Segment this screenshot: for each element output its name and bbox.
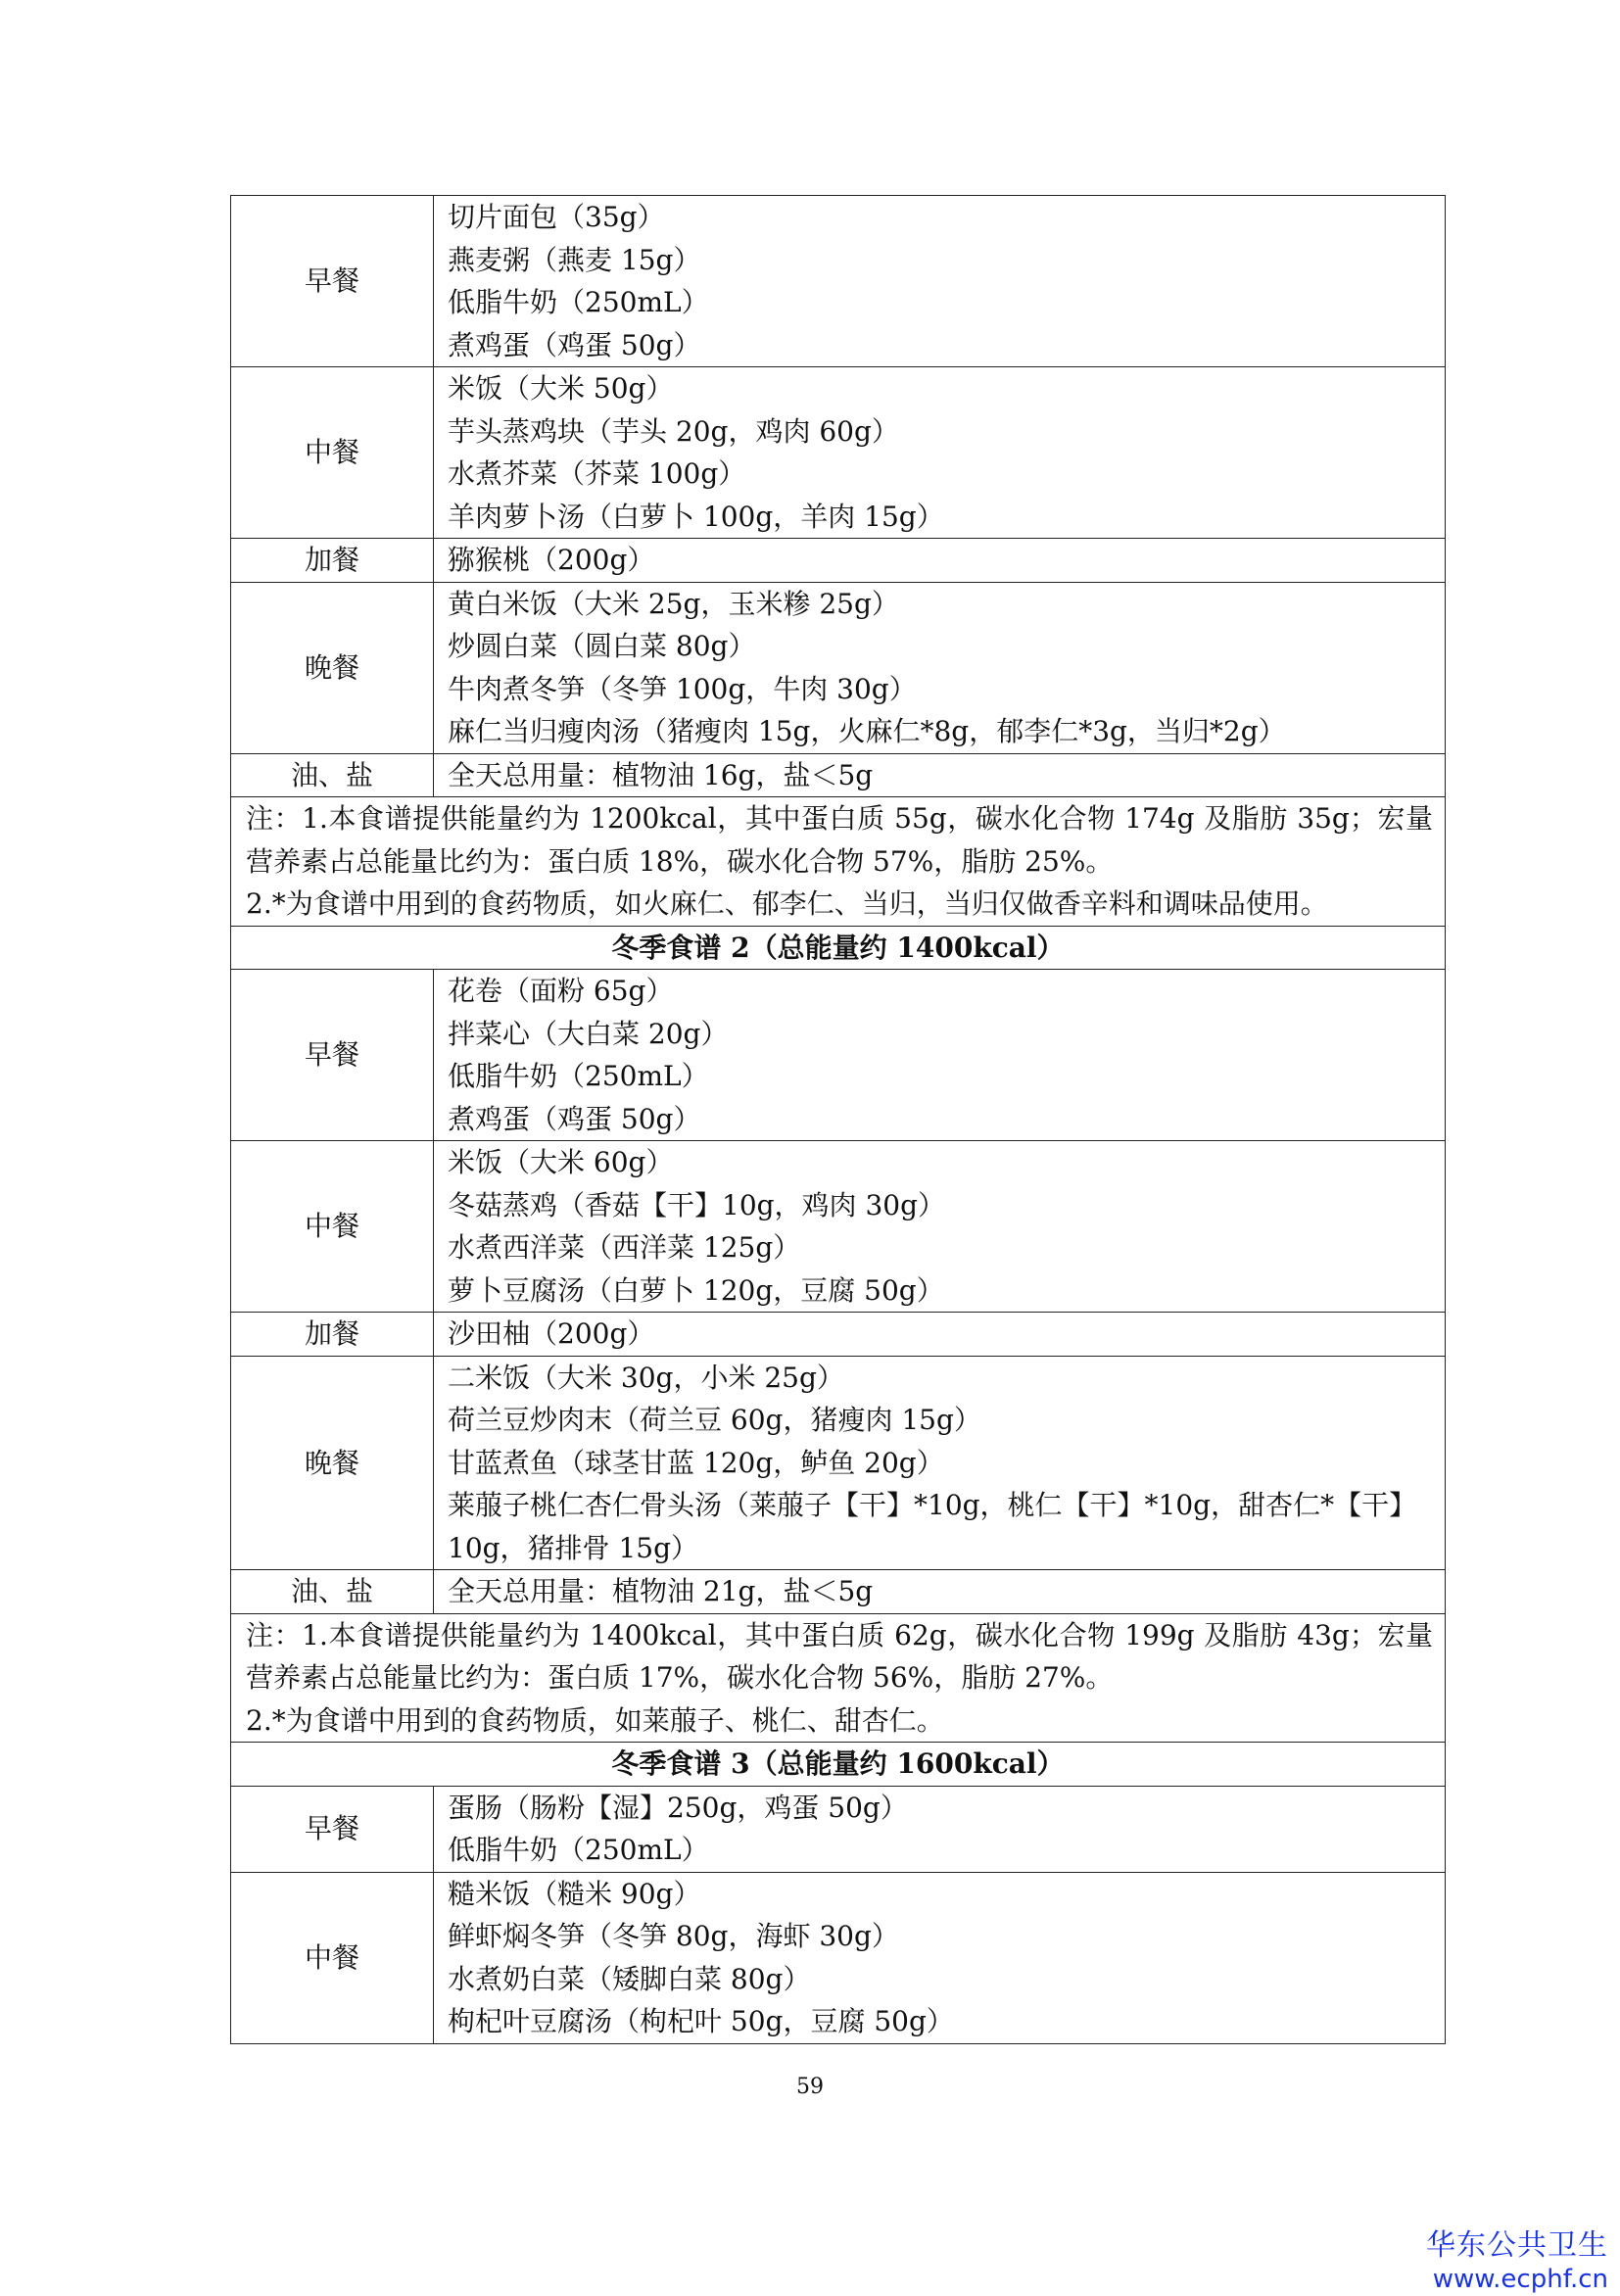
meal-name: 中餐 xyxy=(231,367,434,539)
meal-items xyxy=(434,1570,1446,1614)
meal-row xyxy=(231,1872,1446,2043)
diet-menu-body xyxy=(231,196,1446,2044)
meal-items xyxy=(434,539,1446,583)
meal-row xyxy=(231,1356,1446,1570)
meal-row xyxy=(231,1313,1446,1357)
watermark-org-name: 华东公共卫生 xyxy=(1426,2228,1608,2263)
food-item: 荷兰豆炒肉末（荷兰豆 60g，猪瘦肉 15g） xyxy=(448,1404,981,1436)
food-item: 水煮奶白菜（矮脚白菜 80g） xyxy=(448,1962,811,1995)
food-item: 炒圆白菜（圆白菜 80g） xyxy=(448,630,756,662)
food-item: 二米饭（大米 30g，小米 25g） xyxy=(448,1361,844,1394)
meal-name: 早餐 xyxy=(231,1786,434,1872)
food-item: 低脂牛奶（250mL） xyxy=(448,286,709,318)
meal-row xyxy=(231,1786,1446,1872)
food-item: 糙米饭（糙米 90g） xyxy=(448,1877,701,1910)
note-row xyxy=(231,797,1446,927)
section-title-row xyxy=(231,1743,1446,1787)
food-item: 煮鸡蛋（鸡蛋 50g） xyxy=(448,1102,701,1135)
meal-row xyxy=(231,1570,1446,1614)
note-line: 注：1.本食谱提供能量约为 1200kcal，其中蛋白质 55g，碳水化合物 174g 及脂肪 35g；宏量营养素占总能量比约为：蛋白质 18%，碳水化合物 57%，脂肪 25%。 xyxy=(246,802,1433,878)
food-item: 米饭（大米 50g） xyxy=(448,372,674,405)
food-item: 甘蓝煮鱼（球茎甘蓝 120g，鲈鱼 20g） xyxy=(448,1446,944,1479)
meal-items xyxy=(434,1872,1446,2043)
meal-name: 中餐 xyxy=(231,1141,434,1313)
meal-items xyxy=(434,582,1446,753)
meal-items xyxy=(434,1356,1446,1570)
food-item: 水煮西洋菜（西洋菜 125g） xyxy=(448,1231,801,1264)
food-item: 燕麦粥（燕麦 15g） xyxy=(448,243,701,276)
food-item: 牛肉煮冬笋（冬笋 100g，牛肉 30g） xyxy=(448,672,917,705)
food-item: 花卷（面粉 65g） xyxy=(448,975,674,1007)
food-item: 切片面包（35g） xyxy=(448,201,665,233)
meal-name: 加餐 xyxy=(231,1313,434,1357)
food-item: 低脂牛奶（250mL） xyxy=(448,1834,709,1866)
food-item: 蛋肠（肠粉【湿】250g，鸡蛋 50g） xyxy=(448,1791,908,1824)
food-item: 煮鸡蛋（鸡蛋 50g） xyxy=(448,328,701,361)
food-item: 鲜虾焖冬笋（冬笋 80g，海虾 30g） xyxy=(448,1920,899,1952)
food-item: 芋头蒸鸡块（芋头 20g，鸡肉 60g） xyxy=(448,414,899,448)
meal-items xyxy=(434,1313,1446,1357)
meal-name: 油、盐 xyxy=(231,753,434,797)
food-item: 米饭（大米 60g） xyxy=(448,1146,674,1178)
meal-name: 油、盐 xyxy=(231,1570,434,1614)
food-item: 萝卜豆腐汤（白萝卜 120g，豆腐 50g） xyxy=(448,1273,944,1307)
meal-row xyxy=(231,582,1446,753)
food-item: 水煮芥菜（芥菜 100g） xyxy=(448,457,746,490)
watermark xyxy=(1426,2229,1608,2296)
note-line: 2.*为食谱中用到的食药物质，如莱菔子、桃仁、甜杏仁。 xyxy=(246,1703,944,1737)
nutrition-note xyxy=(231,797,1446,927)
meal-row xyxy=(231,367,1446,539)
meal-name: 晚餐 xyxy=(231,1356,434,1570)
note-line: 注：1.本食谱提供能量约为 1400kcal，其中蛋白质 62g，碳水化合物 199g 及脂肪 43g；宏量营养素占总能量比约为：蛋白质 17%，碳水化合物 56%，脂肪 27%。 xyxy=(246,1618,1433,1694)
diet-menu-table xyxy=(230,195,1446,2044)
meal-row xyxy=(231,539,1446,583)
note-row xyxy=(231,1613,1446,1743)
meal-row xyxy=(231,196,1446,367)
food-item: 全天总用量：植物油 21g，盐＜5g xyxy=(448,1575,874,1607)
meal-name: 早餐 xyxy=(231,970,434,1141)
food-item: 麻仁当归瘦肉汤（猪瘦肉 15g，火麻仁*8g，郁李仁*3g，当归*2g） xyxy=(448,715,1286,747)
page-number: 59 xyxy=(796,2075,824,2099)
meal-name: 早餐 xyxy=(231,196,434,367)
meal-items xyxy=(434,196,1446,367)
nutrition-note xyxy=(231,1613,1446,1743)
meal-row xyxy=(231,1141,1446,1313)
food-item: 枸杞叶豆腐汤（枸杞叶 50g，豆腐 50g） xyxy=(448,2005,954,2037)
section-title: 冬季食谱 3（总能量约 1600kcal） xyxy=(231,1743,1446,1787)
meal-row xyxy=(231,753,1446,797)
meal-items xyxy=(434,970,1446,1141)
food-item: 低脂牛奶（250mL） xyxy=(448,1060,709,1092)
food-item: 猕猴桃（200g） xyxy=(448,544,655,576)
food-item: 冬菇蒸鸡（香菇【干】10g，鸡肉 30g） xyxy=(448,1188,946,1221)
food-item: 羊肉萝卜汤（白萝卜 100g，羊肉 15g） xyxy=(448,500,944,533)
section-title-row xyxy=(231,926,1446,970)
meal-name: 晚餐 xyxy=(231,582,434,753)
food-item: 全天总用量：植物油 16g，盐＜5g xyxy=(448,758,874,791)
watermark-url: www.ecphf.cn xyxy=(1432,2265,1608,2294)
note-line: 2.*为食谱中用到的食药物质，如火麻仁、郁李仁、当归，当归仅做香辛料和调味品使用。 xyxy=(246,887,1328,920)
food-item: 莱菔子桃仁杏仁骨头汤（莱菔子【干】*10g，桃仁【干】*10g，甜杏仁*【干】10g，猪排骨 15g） xyxy=(448,1489,1417,1564)
meal-items xyxy=(434,367,1446,539)
meal-items xyxy=(434,1141,1446,1313)
food-item: 黄白米饭（大米 25g，玉米糁 25g） xyxy=(448,587,899,620)
meal-row xyxy=(231,970,1446,1141)
meal-name: 中餐 xyxy=(231,1872,434,2043)
meal-items xyxy=(434,1786,1446,1872)
meal-name: 加餐 xyxy=(231,539,434,583)
meal-items xyxy=(434,753,1446,797)
food-item: 沙田柚（200g） xyxy=(448,1317,655,1350)
section-title: 冬季食谱 2（总能量约 1400kcal） xyxy=(231,926,1446,970)
food-item: 拌菜心（大白菜 20g） xyxy=(448,1017,729,1050)
